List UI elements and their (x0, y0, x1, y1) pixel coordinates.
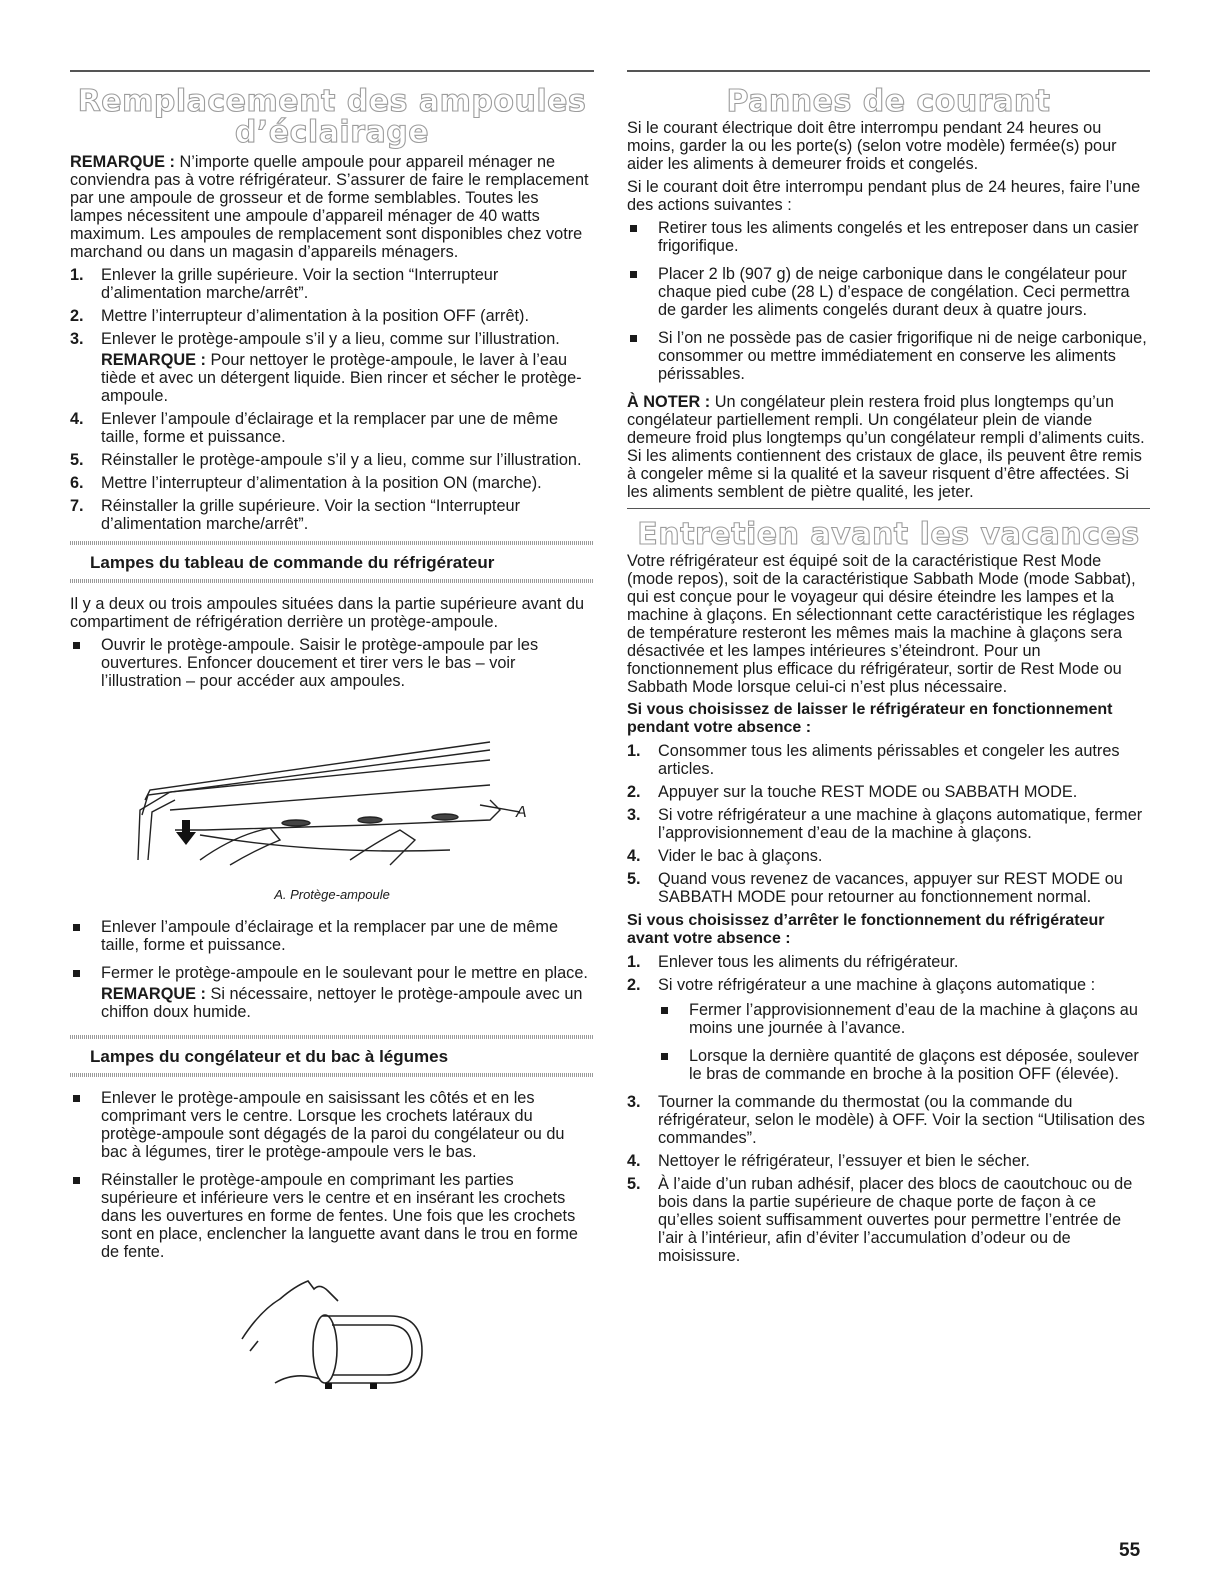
step-text: À l’aide d’un ruban adhésif, placer des blocs de caoutchouc ou de bois dans la partie supérieure de chaque porte de façon à ce qu’elles soient suffisamment ouvertes pour permettre l’entrée de l’air à l’intérieur, afin d’éviter l’accumulation d’odeur ou de moisissure. (658, 1175, 1133, 1265)
note-label: À NOTER : (627, 393, 711, 411)
control-lamps-intro: Il y a deux ou trois ampoules situées dans la partie supérieure avant du compartiment de réfrigération derrière un protège-ampoule. (70, 595, 585, 631)
list-item (627, 847, 1150, 865)
step-text: Si votre réfrigérateur a une machine à glaçons automatique, fermer l’approvisionnement d’eau de la machine à glaçons. (658, 806, 1143, 842)
lamp-shield-drawing (70, 700, 594, 885)
icemaker-bullets (658, 1001, 1150, 1083)
step-number: 4. (70, 410, 84, 428)
step-number: 2. (70, 307, 84, 325)
illustration-freezer-shield (70, 1271, 594, 1391)
step-number: 3. (70, 330, 84, 348)
step-text: Réinstaller le protège-ampoule s’il y a lieu, comme sur l’illustration. (101, 451, 582, 469)
list-item (627, 742, 1150, 778)
top-rule (627, 70, 1150, 72)
step-text: Si votre réfrigérateur a une machine à glaçons automatique : (658, 976, 1096, 994)
right-column (627, 70, 1150, 1270)
list-item: Placer 2 lb (907 g) de neige carbonique dans le congélateur pour chaque pied cube (28 L) d’espace de congélation. Ceci permettra de garder les aliments congelés durant deux à quatre jours. (627, 265, 1150, 319)
step-number: 3. (627, 1093, 641, 1111)
list-item (627, 1093, 1150, 1147)
step-text: Consommer tous les aliments périssables et congeler les autres articles. (658, 742, 1120, 778)
list-item (627, 953, 1150, 971)
step-text: Nettoyer le réfrigérateur, l’essuyer et bien le sécher. (658, 1152, 1030, 1170)
title-line-1: Remplacement des ampoules (77, 84, 587, 119)
list-item (627, 1152, 1150, 1170)
list-item: Ouvrir le protège-ampoule. Saisir le protège-ampoule par les ouvertures. Enfoncer doucement et tirer vers le bas – voir l’illustration – pour accéder aux ampoules. (70, 636, 594, 690)
subheading-text: Lampes du congélateur et du bac à légumes (90, 1047, 449, 1066)
control-lamps-bullets-a (70, 636, 594, 690)
top-rule (70, 70, 594, 72)
step-text: Tourner la commande du thermostat (ou la commande du réfrigérateur, selon le modèle) à OFF. Voir la section “Utilisation des commandes”. (658, 1093, 1145, 1147)
keep-on-steps (627, 742, 1150, 906)
left-column (70, 70, 594, 1391)
remark-label: REMARQUE : (70, 153, 175, 171)
list-item: Réinstaller le protège-ampoule en comprimant les parties supérieure et inférieure vers le centre et en insérant les crochets dans les ouvertures en forme de fentes. Une fois que les crochets sont en place, enclencher la languette avant dans le trou en forme de fente. (70, 1171, 594, 1261)
section-title-vacation: Entretien avant les vacances (637, 517, 1140, 552)
control-lamps-bullets-b (70, 918, 594, 1021)
step-number: 1. (70, 266, 84, 284)
note-text: Un congélateur plein restera froid plus longtemps qu’un congélateur partiellement rempli. Un congélateur plein de viande demeure froid plus longtemps qu’un congélateur rempli d’aliments cuits. Si les aliments contiennent des cristaux de glace, ils peuvent être remis à congeler même si la qualité et la saveur risquent d’être affectées. Si les aliments semblent de piètre qualité, les jeter. (627, 393, 1145, 501)
step-number: 1. (627, 742, 641, 760)
subheading-keep-on: Si vous choisissez de laisser le réfrigérateur en fonctionnement pendant votre absence : (627, 701, 1113, 736)
list-item: Enlever l’ampoule d’éclairage et la remplacer par une de même taille, forme et puissance. (70, 918, 594, 954)
section-title-power: Pannes de courant (726, 84, 1051, 119)
figure-label-a: A (516, 804, 527, 821)
bulb-steps (70, 266, 594, 533)
vacation-intro: Votre réfrigérateur est équipé soit de la caractéristique Rest Mode (mode repos), soit de la caractéristique Sabbath Mode (mode Sabbat), qui est conçue pour le voyageur qui désire éteindre les lampes et la machine à glaçons. En sélectionnant cette caractéristique les réglages de température resteront les mêmes mais la machine à glaçons sera désactivée et les lampes intérieures s’éteindront. Pour un fonctionnement plus efficace du réfrigérateur, sortir de Rest Mode ou Sabbath Mode lorsque celui-ci n’est plus nécessaire. (627, 552, 1136, 696)
step-text: Vider le bac à glaçons. (658, 847, 823, 865)
title-line-2: d’éclairage (234, 115, 430, 150)
note-text: Si nécessaire, nettoyer le protège-ampoule avec un chiffon doux humide. (101, 985, 583, 1021)
power-paragraph-2: Si le courant doit être interrompu pendant plus de 24 heures, faire l’une des actions suivantes : (627, 178, 1141, 214)
step-text: Enlever tous les aliments du réfrigérateur. (658, 953, 959, 971)
note-label: REMARQUE : (101, 985, 206, 1003)
list-item (70, 497, 594, 533)
control-lamps-note (101, 985, 594, 1021)
subheading-freezer-lamps (70, 1035, 594, 1077)
list-item: Si l’on ne possède pas de casier frigorifique ni de neige carbonique, consommer ou mettre immédiatement en conserve les aliments périssables. (627, 329, 1150, 383)
list-item (627, 976, 1150, 1083)
freezer-shield-drawing (70, 1271, 594, 1391)
list-item: Retirer tous les aliments congelés et les entreposer dans un casier frigorifique. (627, 219, 1150, 255)
figure-caption: A. Protège-ampoule (274, 887, 390, 902)
list-item (70, 266, 594, 302)
step-number: 5. (70, 451, 84, 469)
power-bullets (627, 219, 1150, 383)
list-item (70, 307, 594, 325)
step-text: Enlever l’ampoule d’éclairage et la remplacer par une de même taille, forme et puissance. (101, 410, 559, 446)
list-item (627, 870, 1150, 906)
step-number: 1. (627, 953, 641, 971)
step-number: 7. (70, 497, 84, 515)
section-divider (627, 508, 1150, 509)
step-number: 2. (627, 783, 641, 801)
list-item (70, 330, 594, 405)
remark-paragraph (70, 153, 594, 261)
illustration-lamp-shield (70, 700, 594, 885)
list-item: Lorsque la dernière quantité de glaçons est déposée, soulever le bras de commande en broche à la position OFF (élevée). (658, 1047, 1150, 1083)
step-text: Enlever le protège-ampoule s’il y a lieu, comme sur l’illustration. (101, 330, 560, 348)
step-number: 4. (627, 1152, 641, 1170)
step-number: 5. (627, 870, 641, 888)
step-text: Quand vous revenez de vacances, appuyer sur REST MODE ou SABBATH MODE pour retourner au fonctionnement normal. (658, 870, 1123, 906)
step-text: Mettre l’interrupteur d’alimentation à la position OFF (arrêt). (101, 307, 530, 325)
step-text: Appuyer sur la touche REST MODE ou SABBATH MODE. (658, 783, 1078, 801)
step-number: 6. (70, 474, 84, 492)
subheading-turn-off: Si vous choisissez d’arrêter le fonctionnement du réfrigérateur avant votre absence : (627, 912, 1105, 947)
step-number: 5. (627, 1175, 641, 1193)
list-item (627, 783, 1150, 801)
list-item (70, 964, 594, 1021)
list-item (70, 474, 594, 492)
turn-off-steps (627, 953, 1150, 1265)
step-text: Réinstaller la grille supérieure. Voir la section “Interrupteur d’alimentation marche/arrêt”. (101, 497, 520, 533)
bullet-text: Fermer le protège-ampoule en le soulevant pour le mettre en place. (101, 964, 588, 982)
list-item (627, 1175, 1150, 1265)
step-text: Enlever la grille supérieure. Voir la section “Interrupteur d’alimentation marche/arrêt”. (101, 266, 499, 302)
subheading-text: Lampes du tableau de commande du réfrigérateur (90, 553, 495, 572)
note-paragraph (627, 393, 1150, 501)
section-title-bulbs (70, 86, 594, 148)
list-item: Fermer l’approvisionnement d’eau de la machine à glaçons au moins une journée à l’avance. (658, 1001, 1150, 1037)
list-item (70, 410, 594, 446)
step-number: 4. (627, 847, 641, 865)
note-label: REMARQUE : (101, 351, 206, 369)
note-text: Pour nettoyer le protège-ampoule, le laver à l’eau tiède et avec un détergent liquide. Bien rincer et sécher le protège-ampoule. (101, 351, 582, 405)
subheading-control-lamps (70, 541, 594, 583)
list-item (70, 451, 594, 469)
step-text: Mettre l’interrupteur d’alimentation à la position ON (marche). (101, 474, 542, 492)
freezer-lamps-bullets (70, 1089, 594, 1261)
step-number: 3. (627, 806, 641, 824)
list-item (627, 806, 1150, 842)
page-number: 55 (1119, 1540, 1141, 1561)
list-item: Enlever le protège-ampoule en saisissant les côtés et en les comprimant vers le centre. Lorsque les crochets latéraux du protège-ampoule sont dégagés de la paroi du congélateur ou du bac à légumes, tirer le protège-ampoule vers le bas. (70, 1089, 594, 1161)
step3-note (101, 351, 594, 405)
step-number: 2. (627, 976, 641, 994)
remark-text: N’importe quelle ampoule pour appareil ménager ne conviendra pas à votre réfrigérateur. S’assurer de faire le remplacement par une ampoule de grosseur et de forme semblables. Toutes les lampes nécessitent une ampoule d’appareil ménager de 40 watts maximum. Les ampoules de remplacement sont disponibles chez votre marchand ou dans un magasin d’appareils ménagers. (70, 153, 589, 261)
power-paragraph-1: Si le courant électrique doit être interrompu pendant 24 heures ou moins, garder la ou les porte(s) (selon votre modèle) fermée(s) pour aider les aliments à demeurer froids et congelés. (627, 119, 1117, 173)
